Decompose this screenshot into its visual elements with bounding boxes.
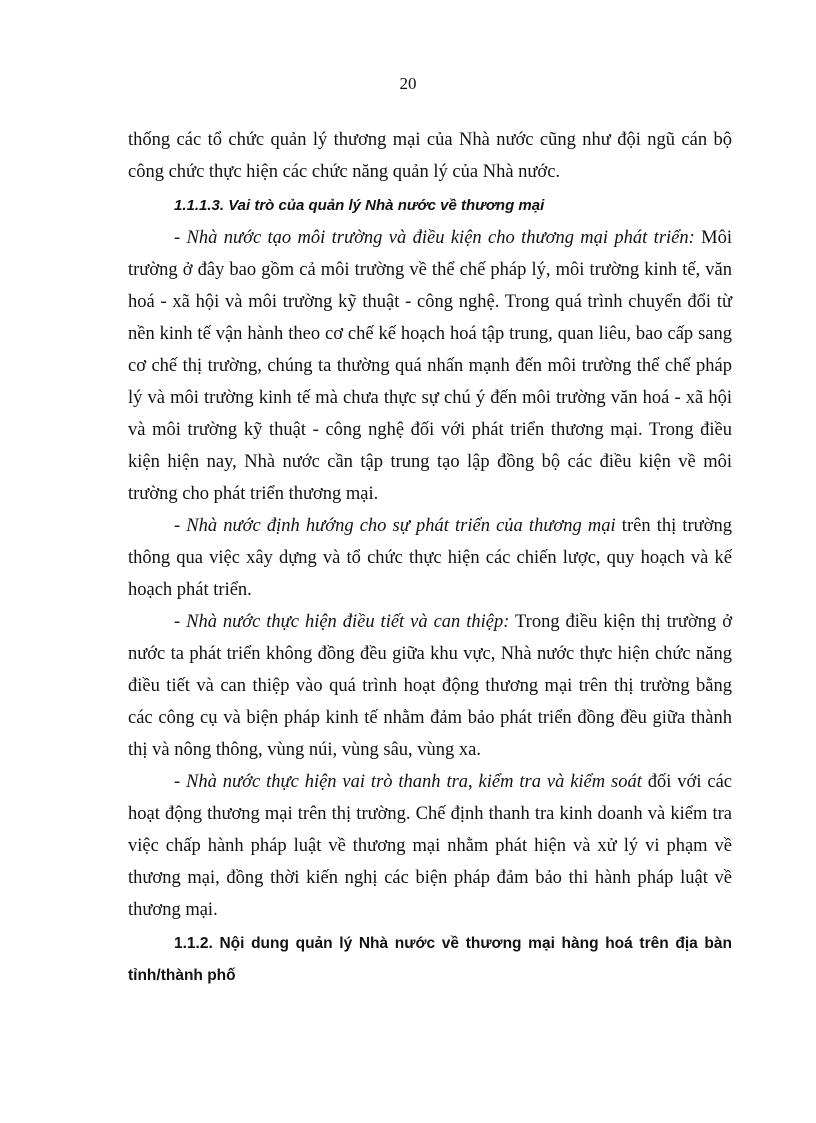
paragraph-continuation: thống các tổ chức quản lý thương mại của Nhà nước cũng như đội ngũ cán bộ công chức thực hiện các chức năng quản lý của Nhà nước.	[128, 130, 732, 182]
paragraph-lead-italic: - Nhà nước thực hiện vai trò thanh tra, kiểm tra và kiểm soát	[174, 772, 642, 792]
paragraph-orientation	[128, 510, 732, 606]
section-heading-112: 1.1.2. Nội dung quản lý Nhà nước về thương mại hàng hoá trên địa bàn tỉnh/thành phố	[128, 935, 732, 984]
paragraph-inspection	[128, 766, 732, 926]
paragraph-environment	[128, 222, 732, 510]
document-body	[128, 124, 732, 992]
section-heading-1113: 1.1.1.3. Vai trò của quản lý Nhà nước về thương mại	[174, 197, 545, 214]
paragraph-text: Trong điều kiện thị trường ở nước ta phát triển không đồng đều giữa khu vực, Nhà nước thực hiện chức năng điều tiết và can thiệp vào quá trình hoạt động thương mại trên thị trường bằng các công cụ và biện pháp kinh tế nhằm đảm bảo phát triển đồng đều giữa thành thị và nông thông, vùng núi, vùng sâu, vùng xa.	[128, 612, 732, 760]
paragraph-text: đối với các hoạt động thương mại trên thị trường. Chế định thanh tra kinh doanh và kiểm tra việc chấp hành pháp luật về thương mại nhằm phát hiện và xử lý vi phạm về thương mại, đồng thời kiến nghị các biện pháp đảm bảo thi hành pháp luật về thương mại.	[128, 772, 733, 920]
paragraph-text: trên thị trường thông qua việc xây dựng và tổ chức thực hiện các chiến lược, quy hoạch và kế hoạch phát triển.	[128, 516, 732, 600]
paragraph-lead-italic: - Nhà nước tạo môi trường và điều kiện cho thương mại phát triển:	[174, 228, 695, 248]
paragraph-regulation	[128, 606, 732, 766]
paragraph-lead-italic: - Nhà nước thực hiện điều tiết và can thiệp:	[174, 612, 510, 632]
paragraph-lead-italic: - Nhà nước định hướng cho sự phát triển của thương mại	[174, 516, 616, 536]
page-number: 20	[399, 74, 417, 93]
paragraph-text: Môi trường ở đây bao gồm cả môi trường về thể chế pháp lý, môi trường kinh tế, văn hoá - xã hội và môi trường kỹ thuật - công nghệ. Trong quá trình chuyển đổi từ nền kinh tế vận hành theo cơ chế kế hoạch hoá tập trung, quan liêu, bao cấp sang cơ chế thị trường, chúng ta thường quá nhấn mạnh đến môi trường thể chế pháp lý và môi trường kinh tế mà chưa thực sự chú ý đến môi trường văn hoá - xã hội và môi trường kỹ thuật - công nghệ đối với phát triển thương mại. Trong điều kiện hiện nay, Nhà nước cần tập trung tạo lập đồng bộ các điều kiện về môi trường cho phát triển thương mại.	[128, 228, 732, 504]
